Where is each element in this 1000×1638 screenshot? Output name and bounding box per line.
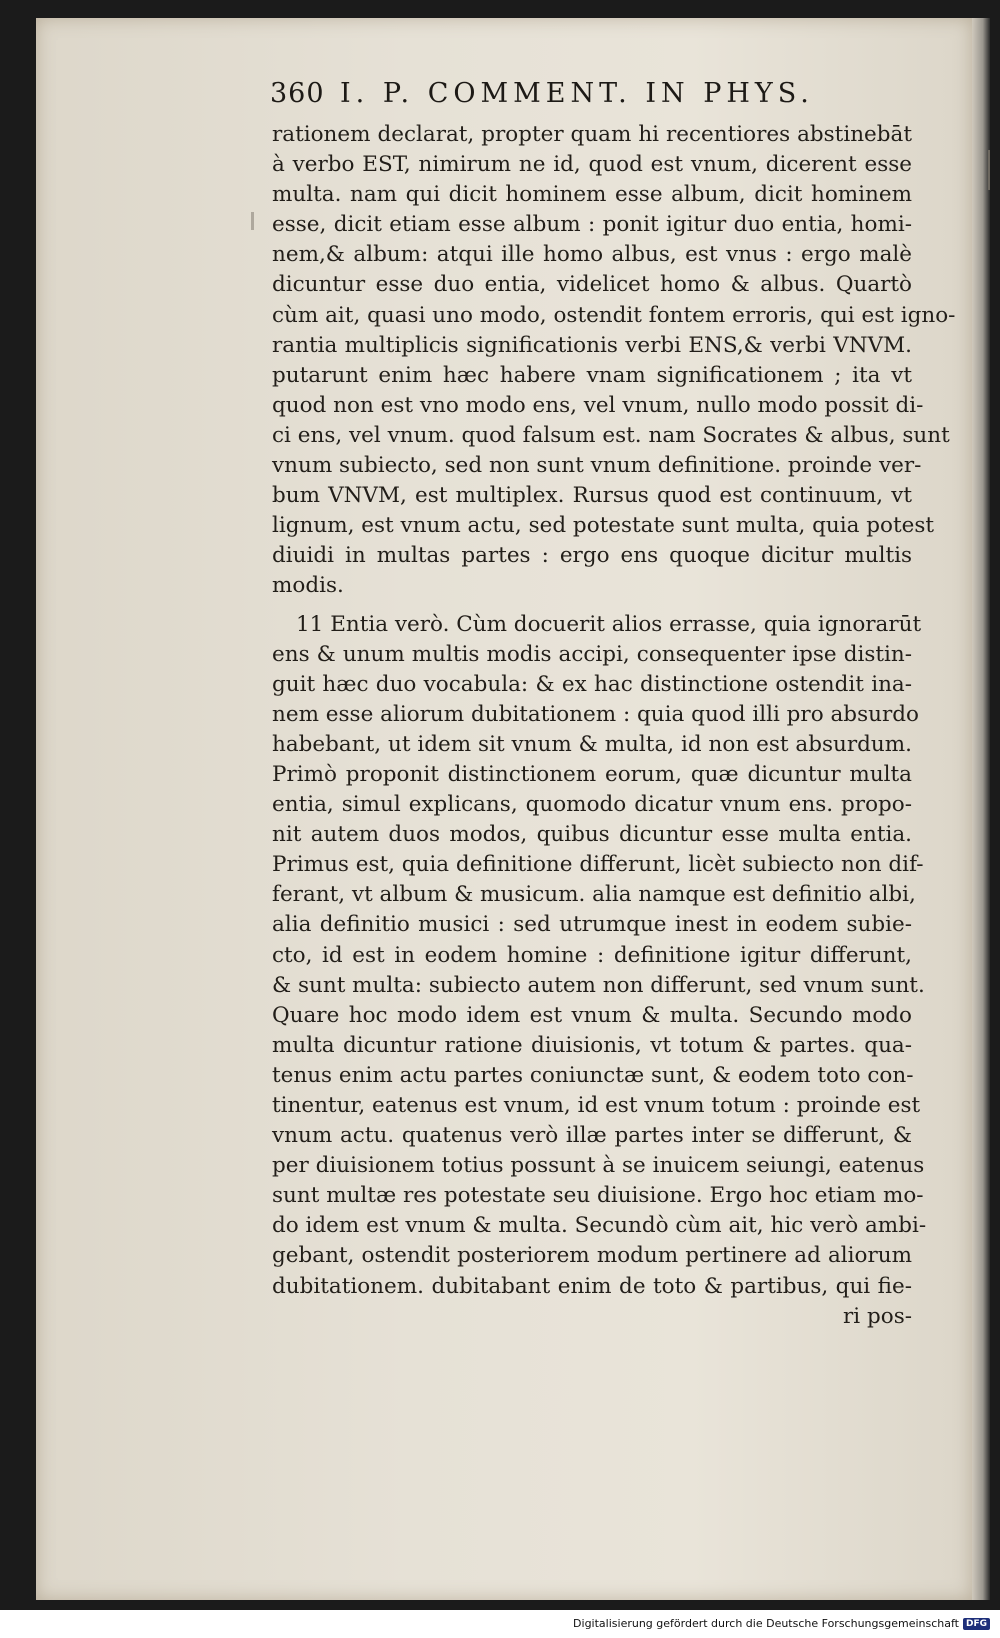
text-line: esse, dicit etiam esse album : ponit igitur duo entia, homi- <box>272 212 912 238</box>
page-number: 360 <box>270 78 325 109</box>
text-line: vnum subiecto, sed non sunt vnum definitione. proinde ver- <box>272 453 922 479</box>
text-line: nem,& album: atqui ille homo albus, est vnus : ergo malè <box>272 242 912 268</box>
text-line: nem esse aliorum dubitationem : quia quod illi pro absurdo <box>272 701 919 727</box>
text-line: do idem est vnum & multa. Secundò cùm ait, hic verò ambi- <box>272 1213 927 1239</box>
dfg-logo: DFG <box>963 1618 990 1630</box>
text-line: 11 Entia verò. Cùm docuerit alios errasse, quia ignorarūt <box>296 611 922 637</box>
text-line: & sunt multa: subiecto autem non differunt, sed vnum sunt. <box>272 972 925 998</box>
text-line: quod non est vno modo ens, vel vnum, nullo modo possit di- <box>272 392 924 418</box>
text-line: modis. <box>272 573 344 599</box>
page-header <box>270 78 910 118</box>
text-line: bum VNVM, est multiplex. Rursus quod est continuum, vt <box>272 483 912 509</box>
text-line: tenus enim actu partes coniunctæ sunt, & eodem toto con- <box>272 1062 914 1088</box>
text-line: gebant, ostendit posteriorem modum pertinere ad aliorum <box>272 1243 912 1269</box>
text-line: lignum, est vnum actu, sed potestate sunt multa, quia potest <box>272 513 935 539</box>
text-line: nit autem duos modos, quibus dicuntur esse multa entia. <box>272 822 912 848</box>
text-line: à verbo EST, nimirum ne id, quod est vnum, dicerent esse <box>272 152 912 178</box>
text-line: ferant, vt album & musicum. alia namque est definitio albi, <box>272 882 916 908</box>
text-line: Primò proponit distinctionem eorum, quæ dicuntur multa <box>272 761 912 787</box>
margin-mark <box>988 150 990 190</box>
catchword: ri pos- <box>843 1303 912 1329</box>
text-line: guit hæc duo vocabula: & ex hac distinctione ostendit ina- <box>272 671 912 697</box>
text-line: rationem declarat, propter quam hi recentiores abstinebāt <box>272 122 912 147</box>
page-edge <box>972 18 990 1600</box>
text-block <box>272 120 956 1332</box>
text-line: Quare hoc modo idem est vnum & multa. Secundo modo <box>272 1002 912 1028</box>
text-line: cto, id est in eodem homine : definitione igitur differunt, <box>272 942 912 968</box>
text-line: multa. nam qui dicit hominem esse album, dicit hominem <box>272 182 912 208</box>
text-line: habebant, ut idem sit vnum & multa, id non est absurdum. <box>272 731 912 757</box>
text-line: Primus est, quia definitione differunt, licèt subiecto non dif- <box>272 852 924 878</box>
text-line: diuidi in multas partes : ergo ens quoque dicitur multis <box>272 543 912 569</box>
text-line: dicuntur esse duo entia, videlicet homo & albus. Quartò <box>272 272 912 298</box>
text-line: multa dicuntur ratione diuisionis, vt totum & partes. qua- <box>272 1032 912 1058</box>
margin-mark <box>251 212 254 230</box>
text-line: per diuisionem totius possunt à se inuicem seiungi, eatenus <box>272 1153 925 1179</box>
text-line: sunt multæ res potestate seu diuisione. Ergo hoc etiam mo- <box>272 1183 924 1209</box>
text-line: entia, simul explicans, quomodo dicatur vnum ens. propo- <box>272 792 912 818</box>
text-line: rantia multiplicis significationis verbi ENS,& verbi VNVM. <box>272 332 912 358</box>
text-line: tinentur, eatenus est vnum, id est vnum totum : proinde est <box>272 1093 921 1118</box>
text-line: ci ens, vel vnum. quod falsum est. nam Socrates & albus, sunt <box>272 422 950 448</box>
text-line: dubitationem. dubitabant enim de toto & partibus, qui fie- <box>272 1273 912 1299</box>
text-line: ens & unum multis modis accipi, consequenter ipse distin- <box>272 641 912 667</box>
running-head: I. P. COMMENT. IN PHYS. <box>340 78 814 109</box>
digitization-credit <box>573 1617 990 1630</box>
text-line: vnum actu. quatenus verò illæ partes inter se differunt, & <box>272 1123 912 1149</box>
text-line: cùm ait, quasi uno modo, ostendit fontem erroris, qui est igno- <box>272 302 956 328</box>
paragraph-gap <box>272 602 912 610</box>
credit-text: Digitalisierung gefördert durch die Deutsche Forschungsgemeinschaft <box>573 1617 959 1630</box>
text-line: alia definitio musici : sed utrumque inest in eodem subie- <box>272 912 912 938</box>
text-line: putarunt enim hæc habere vnam significationem ; ita vt <box>272 362 912 388</box>
